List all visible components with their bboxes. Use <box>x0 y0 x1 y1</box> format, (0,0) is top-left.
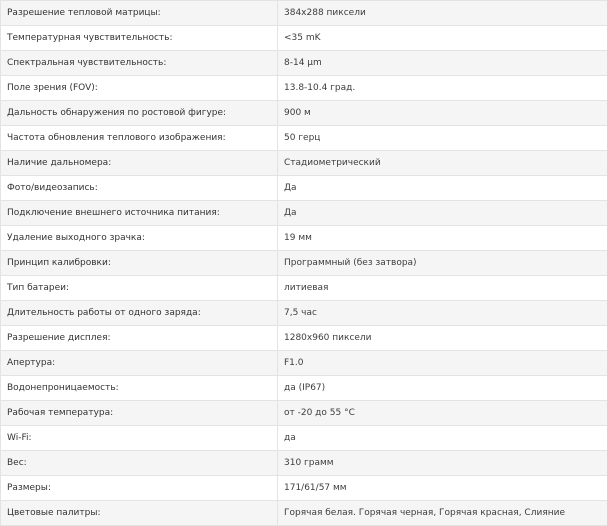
spec-label: Спектральная чувствительность: <box>1 51 278 76</box>
spec-row <box>1 101 607 126</box>
spec-value: F1.0 <box>278 351 607 376</box>
spec-value: да <box>278 426 607 451</box>
spec-label: Водонепроницаемость: <box>1 376 278 401</box>
spec-value: Да <box>278 201 607 226</box>
spec-row <box>1 326 607 351</box>
spec-label: Температурная чувствительность: <box>1 26 278 51</box>
spec-label: Цветовые палитры: <box>1 501 278 526</box>
spec-row <box>1 276 607 301</box>
spec-row <box>1 476 607 501</box>
spec-row <box>1 426 607 451</box>
spec-row <box>1 201 607 226</box>
spec-row <box>1 451 607 476</box>
spec-label: Wi-Fi: <box>1 426 278 451</box>
spec-label: Поле зрения (FOV): <box>1 76 278 101</box>
spec-row <box>1 1 607 26</box>
spec-value: от -20 до 55 °C <box>278 401 607 426</box>
spec-label: Дальность обнаружения по ростовой фигуре: <box>1 101 278 126</box>
spec-row <box>1 26 607 51</box>
spec-row <box>1 51 607 76</box>
spec-label: Частота обновления теплового изображения: <box>1 126 278 151</box>
spec-row <box>1 351 607 376</box>
spec-value: 1280x960 пиксели <box>278 326 607 351</box>
spec-label: Принцип калибровки: <box>1 251 278 276</box>
spec-row <box>1 501 607 526</box>
spec-value: литиевая <box>278 276 607 301</box>
spec-value: <35 mK <box>278 26 607 51</box>
spec-row <box>1 126 607 151</box>
spec-value: да (IP67) <box>278 376 607 401</box>
spec-row <box>1 151 607 176</box>
spec-row <box>1 176 607 201</box>
spec-value: 171/61/57 мм <box>278 476 607 501</box>
spec-value: 384x288 пиксели <box>278 1 607 26</box>
spec-row <box>1 376 607 401</box>
spec-label: Тип батареи: <box>1 276 278 301</box>
spec-label: Рабочая температура: <box>1 401 278 426</box>
spec-value: 900 м <box>278 101 607 126</box>
spec-label: Апертура: <box>1 351 278 376</box>
spec-value: 13.8-10.4 град. <box>278 76 607 101</box>
spec-label: Длительность работы от одного заряда: <box>1 301 278 326</box>
spec-row <box>1 301 607 326</box>
spec-label: Разрешение тепловой матрицы: <box>1 1 278 26</box>
spec-value: 50 герц <box>278 126 607 151</box>
spec-label: Вес: <box>1 451 278 476</box>
spec-value: Стадиометрический <box>278 151 607 176</box>
spec-label: Удаление выходного зрачка: <box>1 226 278 251</box>
spec-value: 19 мм <box>278 226 607 251</box>
spec-label: Наличие дальномера: <box>1 151 278 176</box>
spec-label: Подключение внешнего источника питания: <box>1 201 278 226</box>
spec-value: Да <box>278 176 607 201</box>
spec-value: 7,5 час <box>278 301 607 326</box>
spec-label: Разрешение дисплея: <box>1 326 278 351</box>
spec-row <box>1 226 607 251</box>
spec-label: Размеры: <box>1 476 278 501</box>
spec-label: Фото/видеозапись: <box>1 176 278 201</box>
spec-value: 310 грамм <box>278 451 607 476</box>
spec-row <box>1 401 607 426</box>
spec-value: Программный (без затвора) <box>278 251 607 276</box>
spec-row <box>1 76 607 101</box>
spec-value: Горячая белая. Горячая черная, Горячая красная, Слияние <box>278 501 607 526</box>
spec-value: 8-14 μm <box>278 51 607 76</box>
spec-row <box>1 251 607 276</box>
